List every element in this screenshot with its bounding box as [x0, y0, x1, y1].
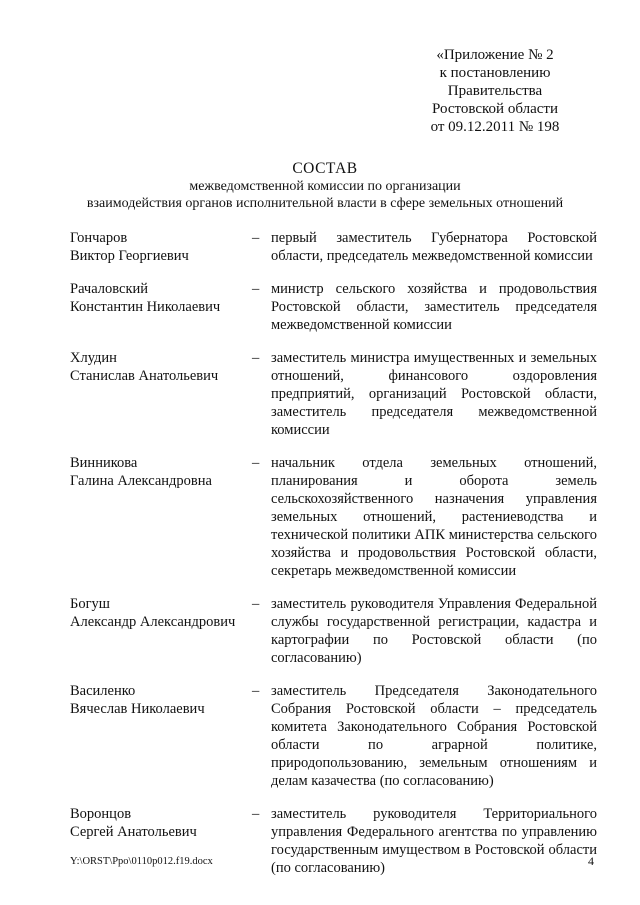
document-heading [40, 160, 610, 212]
member-given-names: Сергей Анатольевич [70, 824, 197, 840]
member-surname: Василенко [70, 683, 136, 699]
member-surname: Рачаловский [70, 281, 149, 297]
dash-separator: – [252, 596, 260, 612]
appendix-line: Ростовской области [432, 101, 558, 117]
member-role: начальник отдела земельных отношений, планирования и оборота земель сельскохозяйственного назначения управления земельных отношений, растениеводства и технической политики АПК министерства сельского хозяйства и продовольствия Ростовской области, секретарь межведомственной комиссии [271, 455, 597, 579]
dash-separator: – [252, 230, 260, 246]
member-entry [70, 595, 597, 667]
member-name [70, 454, 252, 580]
dash-separator: – [252, 683, 260, 699]
member-given-names: Галина Александровна [70, 473, 212, 489]
member-given-names: Виктор Георгиевич [70, 248, 189, 264]
member-role: первый заместитель Губернатора Ростовской области, председатель межведомственной комиссии [271, 230, 597, 264]
member-role: министр сельского хозяйства и продовольствия Ростовской области, заместитель председателя межведомственной комиссии [271, 281, 597, 333]
member-role: заместитель министра имущественных и земельных отношений, финансового оздоровления предприятий, организаций Ростовской области, заместитель председателя межведомственной комиссии [271, 350, 597, 438]
appendix-line: к постановлению [439, 65, 551, 81]
member-entry [70, 349, 597, 439]
member-given-names: Константин Николаевич [70, 299, 221, 315]
member-entry [70, 229, 597, 265]
member-given-names: Станислав Анатольевич [70, 368, 219, 384]
member-name [70, 682, 252, 790]
member-surname: Гончаров [70, 230, 128, 246]
member-role: заместитель руководителя Управления Федеральной службы государственной регистрации, кадастра и картографии по Ростовской области (по согласованию) [271, 596, 597, 666]
member-name [70, 229, 252, 265]
document-subtitle-line: взаимодействия органов исполнительной власти в сфере земельных отношений [86, 196, 564, 211]
member-entry [70, 280, 597, 334]
member-name [70, 349, 252, 439]
member-surname: Хлудин [70, 350, 117, 366]
member-surname: Винникова [70, 455, 138, 471]
member-entry [70, 454, 597, 580]
member-surname: Воронцов [70, 806, 132, 822]
dash-separator: – [252, 350, 260, 366]
dash-separator: – [252, 281, 260, 297]
dash-separator: – [252, 455, 260, 471]
appendix-line: «Приложение № 2 [436, 47, 554, 63]
member-surname: Богуш [70, 596, 110, 612]
page-number: 4 [588, 854, 594, 868]
member-role: заместитель руководителя Территориального управления Федерального агентства по управлению государственным имуществом в Ростовской области (по согласованию) [271, 806, 597, 876]
member-entry [70, 682, 597, 790]
dash-separator: – [252, 806, 260, 822]
member-name [70, 280, 252, 334]
member-name [70, 595, 252, 667]
appendix-line: от 09.12.2011 № 198 [430, 119, 560, 135]
member-given-names: Александр Александрович [70, 614, 236, 630]
member-role: заместитель Председателя Законодательного Собрания Ростовской области – председатель комитета Законодательного Собрания Ростовской области по аграрной политике, природопользованию, земельным отношениям и делам казачества (по согласованию) [271, 683, 597, 789]
commission-member-list [70, 229, 597, 892]
document-title: СОСТАВ [292, 160, 358, 177]
appendix-line: Правительства [447, 83, 543, 99]
member-given-names: Вячеслав Николаевич [70, 701, 205, 717]
footer-file-path: Y:\ORST\Ppo\0110p012.f19.docx [70, 856, 213, 867]
appendix-reference [400, 46, 590, 136]
document-subtitle-line: межведомственной комиссии по организации [189, 179, 461, 194]
